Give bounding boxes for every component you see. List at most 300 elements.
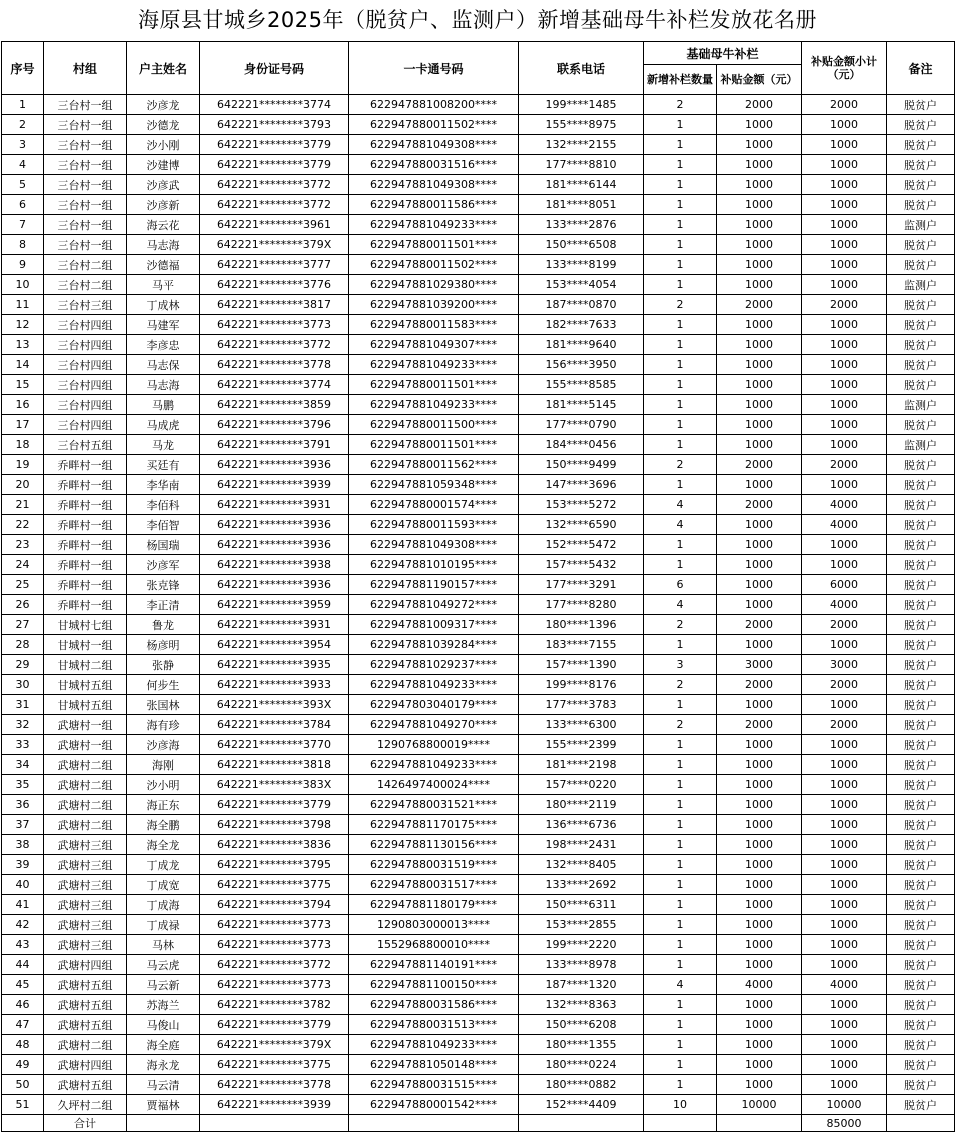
cell-index: 22: [2, 515, 44, 535]
cell-note: 监测户: [887, 215, 955, 235]
cell-name: 丁成林: [127, 295, 200, 315]
cell-subtotal: 1000: [802, 835, 887, 855]
table-row: [2, 815, 955, 835]
cell-name: 马建军: [127, 315, 200, 335]
cell-phone: 132****8405: [519, 855, 644, 875]
cell-count: 1: [644, 875, 717, 895]
cell-village: 武塘村二组: [44, 815, 127, 835]
cell-id-number: 642221********3938: [200, 555, 349, 575]
cell-card-number: 622947881049233****: [349, 1035, 519, 1055]
total-empty-cell: [519, 1115, 644, 1132]
table-row: [2, 395, 955, 415]
cell-id-number: 642221********3773: [200, 975, 349, 995]
cell-id-number: 642221********3772: [200, 195, 349, 215]
cell-count: 1: [644, 355, 717, 375]
cell-note: 脱贫户: [887, 675, 955, 695]
cell-card-number: 1426497400024****: [349, 775, 519, 795]
cell-id-number: 642221********3795: [200, 855, 349, 875]
cell-count: 1: [644, 235, 717, 255]
cell-amount: 1000: [717, 575, 802, 595]
cell-subtotal: 1000: [802, 355, 887, 375]
cell-subtotal: 1000: [802, 215, 887, 235]
cell-amount: 2000: [717, 95, 802, 115]
cell-count: 2: [644, 615, 717, 635]
cell-index: 19: [2, 455, 44, 475]
cell-phone: 133****6300: [519, 715, 644, 735]
cell-index: 39: [2, 855, 44, 875]
header-id-number: 身份证号码: [200, 42, 349, 95]
subsidy-table: [1, 41, 955, 1132]
cell-index: 20: [2, 475, 44, 495]
cell-phone: 157****1390: [519, 655, 644, 675]
cell-subtotal: 1000: [802, 935, 887, 955]
cell-name: 海云花: [127, 215, 200, 235]
cell-subtotal: 4000: [802, 595, 887, 615]
cell-phone: 150****9499: [519, 455, 644, 475]
cell-id-number: 642221********3836: [200, 835, 349, 855]
cell-count: 2: [644, 455, 717, 475]
cell-id-number: 642221********3774: [200, 95, 349, 115]
cell-id-number: 642221********3959: [200, 595, 349, 615]
cell-count: 1: [644, 1075, 717, 1095]
cell-subtotal: 1000: [802, 695, 887, 715]
cell-index: 48: [2, 1035, 44, 1055]
cell-village: 武塘村二组: [44, 775, 127, 795]
cell-id-number: 642221********3954: [200, 635, 349, 655]
cell-card-number: 622947881049272****: [349, 595, 519, 615]
cell-phone: 157****0220: [519, 775, 644, 795]
cell-village: 武塘村三组: [44, 875, 127, 895]
cell-note: 脱贫户: [887, 555, 955, 575]
cell-index: 50: [2, 1075, 44, 1095]
cell-index: 8: [2, 235, 44, 255]
cell-note: 脱贫户: [887, 355, 955, 375]
table-row: [2, 475, 955, 495]
cell-card-number: 622947881049308****: [349, 175, 519, 195]
cell-subtotal: 3000: [802, 655, 887, 675]
cell-village: 三台村一组: [44, 215, 127, 235]
cell-index: 29: [2, 655, 44, 675]
cell-name: 马云新: [127, 975, 200, 995]
table-row: [2, 95, 955, 115]
table-row: [2, 215, 955, 235]
cell-note: 脱贫户: [887, 475, 955, 495]
cell-phone: 181****6144: [519, 175, 644, 195]
cell-name: 海全鹏: [127, 815, 200, 835]
cell-amount: 1000: [717, 515, 802, 535]
cell-id-number: 642221********3779: [200, 795, 349, 815]
table-row: [2, 935, 955, 955]
table-row: [2, 455, 955, 475]
cell-id-number: 642221********3779: [200, 1015, 349, 1035]
total-subtotal: 85000: [802, 1115, 887, 1132]
cell-note: 脱贫户: [887, 815, 955, 835]
cell-count: 1: [644, 435, 717, 455]
cell-card-number: 622947880011586****: [349, 195, 519, 215]
cell-index: 47: [2, 1015, 44, 1035]
cell-subtotal: 1000: [802, 735, 887, 755]
cell-village: 乔畔村一组: [44, 455, 127, 475]
cell-village: 三台村四组: [44, 335, 127, 355]
cell-name: 沙彦龙: [127, 95, 200, 115]
cell-index: 26: [2, 595, 44, 615]
cell-card-number: 622947881049308****: [349, 135, 519, 155]
cell-name: 沙彦海: [127, 735, 200, 755]
cell-card-number: 622947881039284****: [349, 635, 519, 655]
cell-index: 17: [2, 415, 44, 435]
cell-card-number: 622947880031521****: [349, 795, 519, 815]
table-row: [2, 415, 955, 435]
cell-id-number: 642221********3770: [200, 735, 349, 755]
cell-note: 脱贫户: [887, 495, 955, 515]
cell-village: 武塘村五组: [44, 1015, 127, 1035]
cell-phone: 199****1485: [519, 95, 644, 115]
cell-note: 脱贫户: [887, 95, 955, 115]
cell-card-number: 622947881180179****: [349, 895, 519, 915]
cell-note: 监测户: [887, 395, 955, 415]
cell-count: 1: [644, 1035, 717, 1055]
cell-id-number: 642221********3772: [200, 335, 349, 355]
cell-village: 三台村一组: [44, 155, 127, 175]
header-phone: 联系电话: [519, 42, 644, 95]
cell-name: 丁成龙: [127, 855, 200, 875]
cell-amount: 1000: [717, 875, 802, 895]
cell-name: 李佰智: [127, 515, 200, 535]
cell-name: 丁成海: [127, 895, 200, 915]
cell-phone: 157****5432: [519, 555, 644, 575]
cell-id-number: 642221********3931: [200, 495, 349, 515]
cell-index: 25: [2, 575, 44, 595]
cell-index: 15: [2, 375, 44, 395]
cell-village: 甘城村五组: [44, 695, 127, 715]
cell-amount: 1000: [717, 415, 802, 435]
cell-village: 乔畔村一组: [44, 595, 127, 615]
cell-note: 脱贫户: [887, 595, 955, 615]
cell-card-number: 622947881049233****: [349, 215, 519, 235]
table-row: [2, 335, 955, 355]
cell-phone: 150****6508: [519, 235, 644, 255]
cell-index: 7: [2, 215, 44, 235]
cell-phone: 181****9640: [519, 335, 644, 355]
cell-village: 武塘村五组: [44, 995, 127, 1015]
cell-name: 沙彦军: [127, 555, 200, 575]
cell-count: 1: [644, 215, 717, 235]
cell-card-number: 1552968800010****: [349, 935, 519, 955]
table-row: [2, 795, 955, 815]
cell-note: 脱贫户: [887, 1075, 955, 1095]
cell-phone: 183****7155: [519, 635, 644, 655]
cell-count: 4: [644, 975, 717, 995]
cell-village: 三台村一组: [44, 175, 127, 195]
cell-phone: 133****8199: [519, 255, 644, 275]
header-index: 序号: [2, 42, 44, 95]
cell-name: 沙彦新: [127, 195, 200, 215]
cell-card-number: 622947881170175****: [349, 815, 519, 835]
cell-name: 沙彦武: [127, 175, 200, 195]
cell-note: 脱贫户: [887, 1035, 955, 1055]
cell-name: 海正东: [127, 795, 200, 815]
cell-note: 脱贫户: [887, 655, 955, 675]
cell-count: 1: [644, 175, 717, 195]
cell-note: 脱贫户: [887, 735, 955, 755]
total-empty-cell: [200, 1115, 349, 1132]
cell-id-number: 642221********3779: [200, 135, 349, 155]
cell-village: 乔畔村一组: [44, 575, 127, 595]
cell-note: 脱贫户: [887, 915, 955, 935]
cell-card-number: 622947881049270****: [349, 715, 519, 735]
cell-id-number: 642221********3936: [200, 575, 349, 595]
cell-amount: 1000: [717, 255, 802, 275]
cell-village: 三台村一组: [44, 95, 127, 115]
cell-card-number: 622947880011501****: [349, 435, 519, 455]
cell-amount: 1000: [717, 355, 802, 375]
cell-card-number: 622947880001574****: [349, 495, 519, 515]
cell-count: 2: [644, 715, 717, 735]
cell-note: 脱贫户: [887, 615, 955, 635]
cell-id-number: 642221********3931: [200, 615, 349, 635]
cell-phone: 152****4409: [519, 1095, 644, 1115]
cell-phone: 150****6208: [519, 1015, 644, 1035]
cell-note: 脱贫户: [887, 455, 955, 475]
cell-phone: 177****0790: [519, 415, 644, 435]
header-amount: 补贴金额（元）: [717, 65, 802, 95]
cell-name: 沙德龙: [127, 115, 200, 135]
cell-card-number: 622947881049233****: [349, 755, 519, 775]
cell-note: 脱贫户: [887, 955, 955, 975]
cell-note: 脱贫户: [887, 995, 955, 1015]
cell-phone: 177****8280: [519, 595, 644, 615]
cell-phone: 155****8975: [519, 115, 644, 135]
cell-index: 1: [2, 95, 44, 115]
cell-amount: 1000: [717, 1035, 802, 1055]
cell-card-number: 622947880001542****: [349, 1095, 519, 1115]
cell-village: 武塘村五组: [44, 975, 127, 995]
cell-card-number: 622947880031586****: [349, 995, 519, 1015]
cell-index: 23: [2, 535, 44, 555]
cell-name: 买廷有: [127, 455, 200, 475]
cell-amount: 2000: [717, 615, 802, 635]
cell-phone: 133****8978: [519, 955, 644, 975]
cell-count: 2: [644, 295, 717, 315]
table-row: [2, 1055, 955, 1075]
cell-amount: 1000: [717, 815, 802, 835]
cell-phone: 180****2119: [519, 795, 644, 815]
cell-subtotal: 10000: [802, 1095, 887, 1115]
cell-index: 41: [2, 895, 44, 915]
cell-subtotal: 1000: [802, 995, 887, 1015]
cell-amount: 1000: [717, 435, 802, 455]
cell-note: 脱贫户: [887, 135, 955, 155]
cell-subtotal: 2000: [802, 455, 887, 475]
cell-amount: 1000: [717, 155, 802, 175]
cell-subtotal: 1000: [802, 535, 887, 555]
cell-name: 苏海兰: [127, 995, 200, 1015]
cell-amount: 1000: [717, 635, 802, 655]
cell-amount: 1000: [717, 315, 802, 335]
cell-subtotal: 1000: [802, 335, 887, 355]
cell-count: 3: [644, 655, 717, 675]
table-row: [2, 735, 955, 755]
cell-id-number: 642221********3774: [200, 375, 349, 395]
cell-phone: 153****2855: [519, 915, 644, 935]
cell-index: 13: [2, 335, 44, 355]
cell-index: 38: [2, 835, 44, 855]
cell-phone: 180****0882: [519, 1075, 644, 1095]
cell-name: 马鹏: [127, 395, 200, 415]
cell-village: 三台村一组: [44, 135, 127, 155]
cell-village: 甘城村七组: [44, 615, 127, 635]
cell-id-number: 642221********3778: [200, 1075, 349, 1095]
cell-subtotal: 1000: [802, 275, 887, 295]
table-row: [2, 995, 955, 1015]
cell-id-number: 642221********3933: [200, 675, 349, 695]
cell-subtotal: 1000: [802, 895, 887, 915]
cell-subtotal: 1000: [802, 395, 887, 415]
table-row: [2, 775, 955, 795]
cell-village: 甘城村五组: [44, 675, 127, 695]
cell-name: 贾福林: [127, 1095, 200, 1115]
cell-amount: 1000: [717, 595, 802, 615]
total-empty-cell: [644, 1115, 717, 1132]
cell-count: 1: [644, 935, 717, 955]
cell-count: 1: [644, 895, 717, 915]
cell-card-number: 1290768800019****: [349, 735, 519, 755]
cell-village: 三台村四组: [44, 315, 127, 335]
cell-village: 武塘村四组: [44, 1055, 127, 1075]
table-row: [2, 115, 955, 135]
cell-note: 脱贫户: [887, 855, 955, 875]
cell-note: 脱贫户: [887, 315, 955, 335]
cell-id-number: 642221********379X: [200, 1035, 349, 1055]
table-row: [2, 955, 955, 975]
table-row: [2, 855, 955, 875]
cell-village: 三台村一组: [44, 115, 127, 135]
cell-name: 马龙: [127, 435, 200, 455]
header-name: 户主姓名: [127, 42, 200, 95]
cell-name: 马林: [127, 935, 200, 955]
table-row: [2, 1075, 955, 1095]
cell-card-number: 622947881059348****: [349, 475, 519, 495]
cell-name: 海全龙: [127, 835, 200, 855]
cell-count: 1: [644, 555, 717, 575]
cell-name: 沙小明: [127, 775, 200, 795]
cell-village: 三台村一组: [44, 235, 127, 255]
cell-name: 海全庭: [127, 1035, 200, 1055]
cell-card-number: 622947880011500****: [349, 415, 519, 435]
cell-subtotal: 1000: [802, 1035, 887, 1055]
cell-id-number: 642221********3778: [200, 355, 349, 375]
cell-index: 34: [2, 755, 44, 775]
cell-phone: 180****1355: [519, 1035, 644, 1055]
cell-note: 脱贫户: [887, 635, 955, 655]
cell-name: 李彦忠: [127, 335, 200, 355]
cell-note: 脱贫户: [887, 155, 955, 175]
cell-count: 4: [644, 515, 717, 535]
table-row: [2, 275, 955, 295]
cell-phone: 181****8051: [519, 195, 644, 215]
cell-id-number: 642221********3782: [200, 995, 349, 1015]
cell-index: 44: [2, 955, 44, 975]
cell-id-number: 642221********3798: [200, 815, 349, 835]
cell-name: 马志保: [127, 355, 200, 375]
cell-count: 1: [644, 415, 717, 435]
cell-phone: 132****2155: [519, 135, 644, 155]
cell-amount: 1000: [717, 375, 802, 395]
cell-village: 三台村三组: [44, 295, 127, 315]
cell-id-number: 642221********3773: [200, 315, 349, 335]
table-row: [2, 175, 955, 195]
cell-name: 李华南: [127, 475, 200, 495]
cell-amount: 1000: [717, 555, 802, 575]
table-row: [2, 255, 955, 275]
cell-subtotal: 2000: [802, 295, 887, 315]
cell-id-number: 642221********3776: [200, 275, 349, 295]
cell-phone: 133****2692: [519, 875, 644, 895]
cell-count: 1: [644, 255, 717, 275]
cell-name: 杨彦明: [127, 635, 200, 655]
cell-village: 三台村四组: [44, 355, 127, 375]
table-row: [2, 375, 955, 395]
cell-subtotal: 1000: [802, 195, 887, 215]
cell-card-number: 622947880011502****: [349, 255, 519, 275]
table-row: [2, 615, 955, 635]
table-row: [2, 915, 955, 935]
cell-note: 脱贫户: [887, 1055, 955, 1075]
cell-phone: 153****4054: [519, 275, 644, 295]
cell-village: 武塘村一组: [44, 735, 127, 755]
cell-count: 1: [644, 795, 717, 815]
cell-phone: 153****5272: [519, 495, 644, 515]
cell-card-number: 622947881049308****: [349, 535, 519, 555]
cell-note: 脱贫户: [887, 975, 955, 995]
cell-village: 三台村二组: [44, 275, 127, 295]
cell-subtotal: 1000: [802, 415, 887, 435]
header-card-number: 一卡通号码: [349, 42, 519, 95]
cell-village: 三台村二组: [44, 255, 127, 275]
table-row: [2, 575, 955, 595]
cell-subtotal: 4000: [802, 975, 887, 995]
cell-village: 武塘村三组: [44, 915, 127, 935]
cell-name: 马志海: [127, 375, 200, 395]
cell-village: 乔畔村一组: [44, 515, 127, 535]
table-body: [2, 95, 955, 1115]
cell-subtotal: 1000: [802, 255, 887, 275]
cell-index: 28: [2, 635, 44, 655]
cell-amount: 1000: [717, 855, 802, 875]
cell-note: 脱贫户: [887, 375, 955, 395]
cell-count: 1: [644, 315, 717, 335]
cell-count: 1: [644, 335, 717, 355]
cell-amount: 1000: [717, 1075, 802, 1095]
cell-amount: 1000: [717, 115, 802, 135]
table-row: [2, 695, 955, 715]
cell-id-number: 642221********3793: [200, 115, 349, 135]
cell-note: 脱贫户: [887, 195, 955, 215]
cell-count: 1: [644, 375, 717, 395]
cell-village: 三台村四组: [44, 415, 127, 435]
cell-phone: 155****2399: [519, 735, 644, 755]
cell-phone: 184****0456: [519, 435, 644, 455]
cell-card-number: 622947881100150****: [349, 975, 519, 995]
cell-subtotal: 1000: [802, 555, 887, 575]
cell-index: 40: [2, 875, 44, 895]
table-row: [2, 295, 955, 315]
cell-subtotal: 1000: [802, 175, 887, 195]
table-row: [2, 655, 955, 675]
cell-index: 16: [2, 395, 44, 415]
cell-phone: 132****8363: [519, 995, 644, 1015]
cell-name: 沙建博: [127, 155, 200, 175]
